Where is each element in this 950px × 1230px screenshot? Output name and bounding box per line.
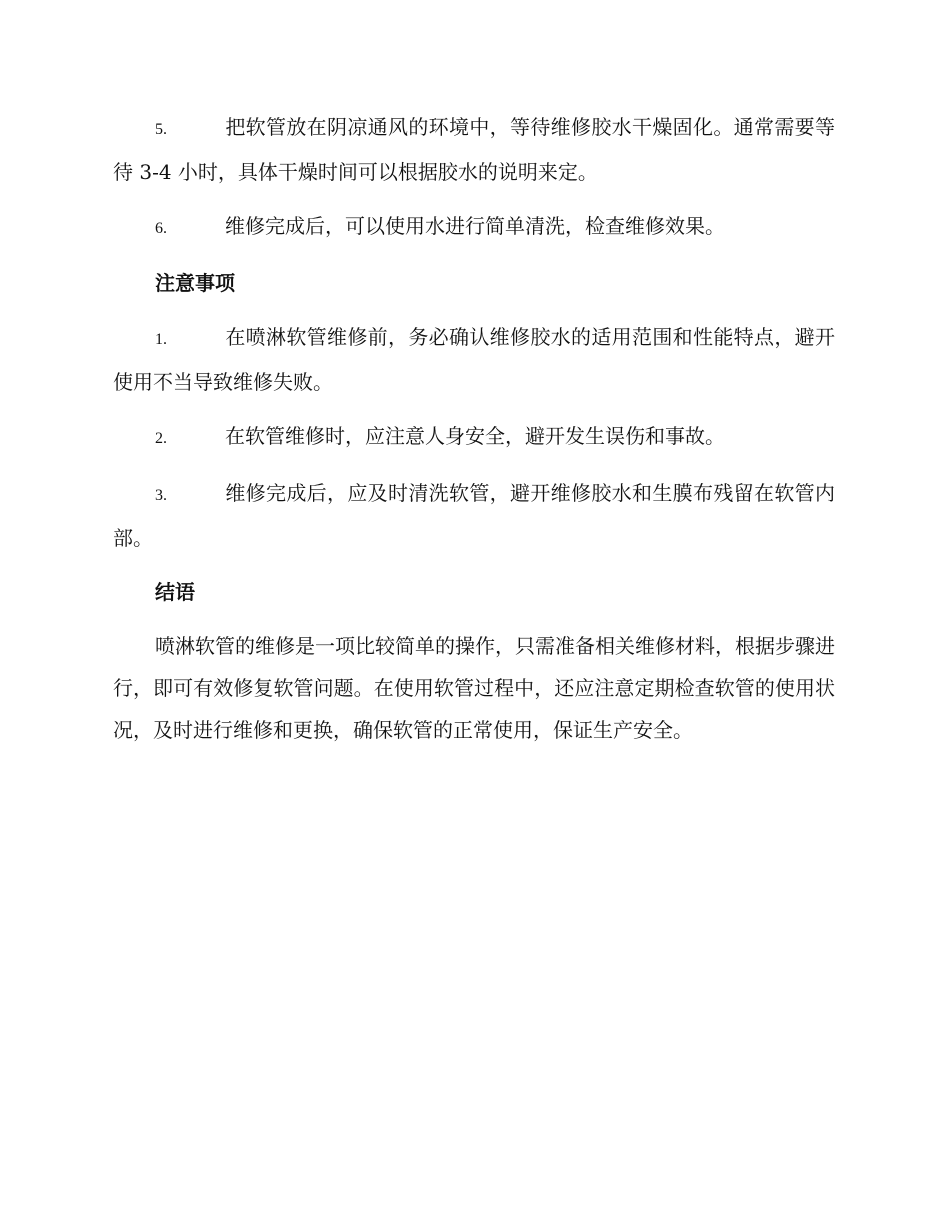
step-item-5 (113, 106, 835, 193)
list-number: 3. (155, 487, 167, 504)
list-text: 维修完成后，可以使用水进行简单清洗，检查维修效果。 (225, 214, 725, 238)
note-item-3 (113, 472, 835, 559)
list-text: 维修完成后，应及时清洗软管，避开维修胶水和生膜布残留在软管内部。 (113, 481, 835, 550)
document-body (113, 106, 835, 763)
note-item-1 (113, 316, 835, 403)
list-number: 5. (155, 121, 167, 138)
section-heading-notes: 注意事项 (155, 271, 235, 295)
list-text: 在喷淋软管维修前，务必确认维修胶水的适用范围和性能特点，避开使用不当导致维修失败。 (113, 325, 835, 394)
section-heading-conclusion: 结语 (155, 580, 195, 604)
list-number: 2. (155, 430, 167, 447)
list-number: 6. (155, 220, 167, 237)
step-item-6 (113, 205, 835, 250)
note-item-2 (113, 415, 835, 460)
list-text: 在软管维修时，应注意人身安全，避开发生误伤和事故。 (225, 424, 725, 448)
list-number: 1. (155, 331, 167, 348)
list-text: 把软管放在阴凉通风的环境中，等待维修胶水干燥固化。通常需要等待 3-4 小时，具体干燥时间可以根据胶水的说明来定。 (113, 115, 835, 184)
conclusion-paragraph: 喷淋软管的维修是一项比较简单的操作，只需准备相关维修材料，根据步骤进行，即可有效修复软管问题。在使用软管过程中，还应注意定期检查软管的使用状况，及时进行维修和更换，确保软管的正常使用，保证生产安全。 (113, 634, 835, 742)
